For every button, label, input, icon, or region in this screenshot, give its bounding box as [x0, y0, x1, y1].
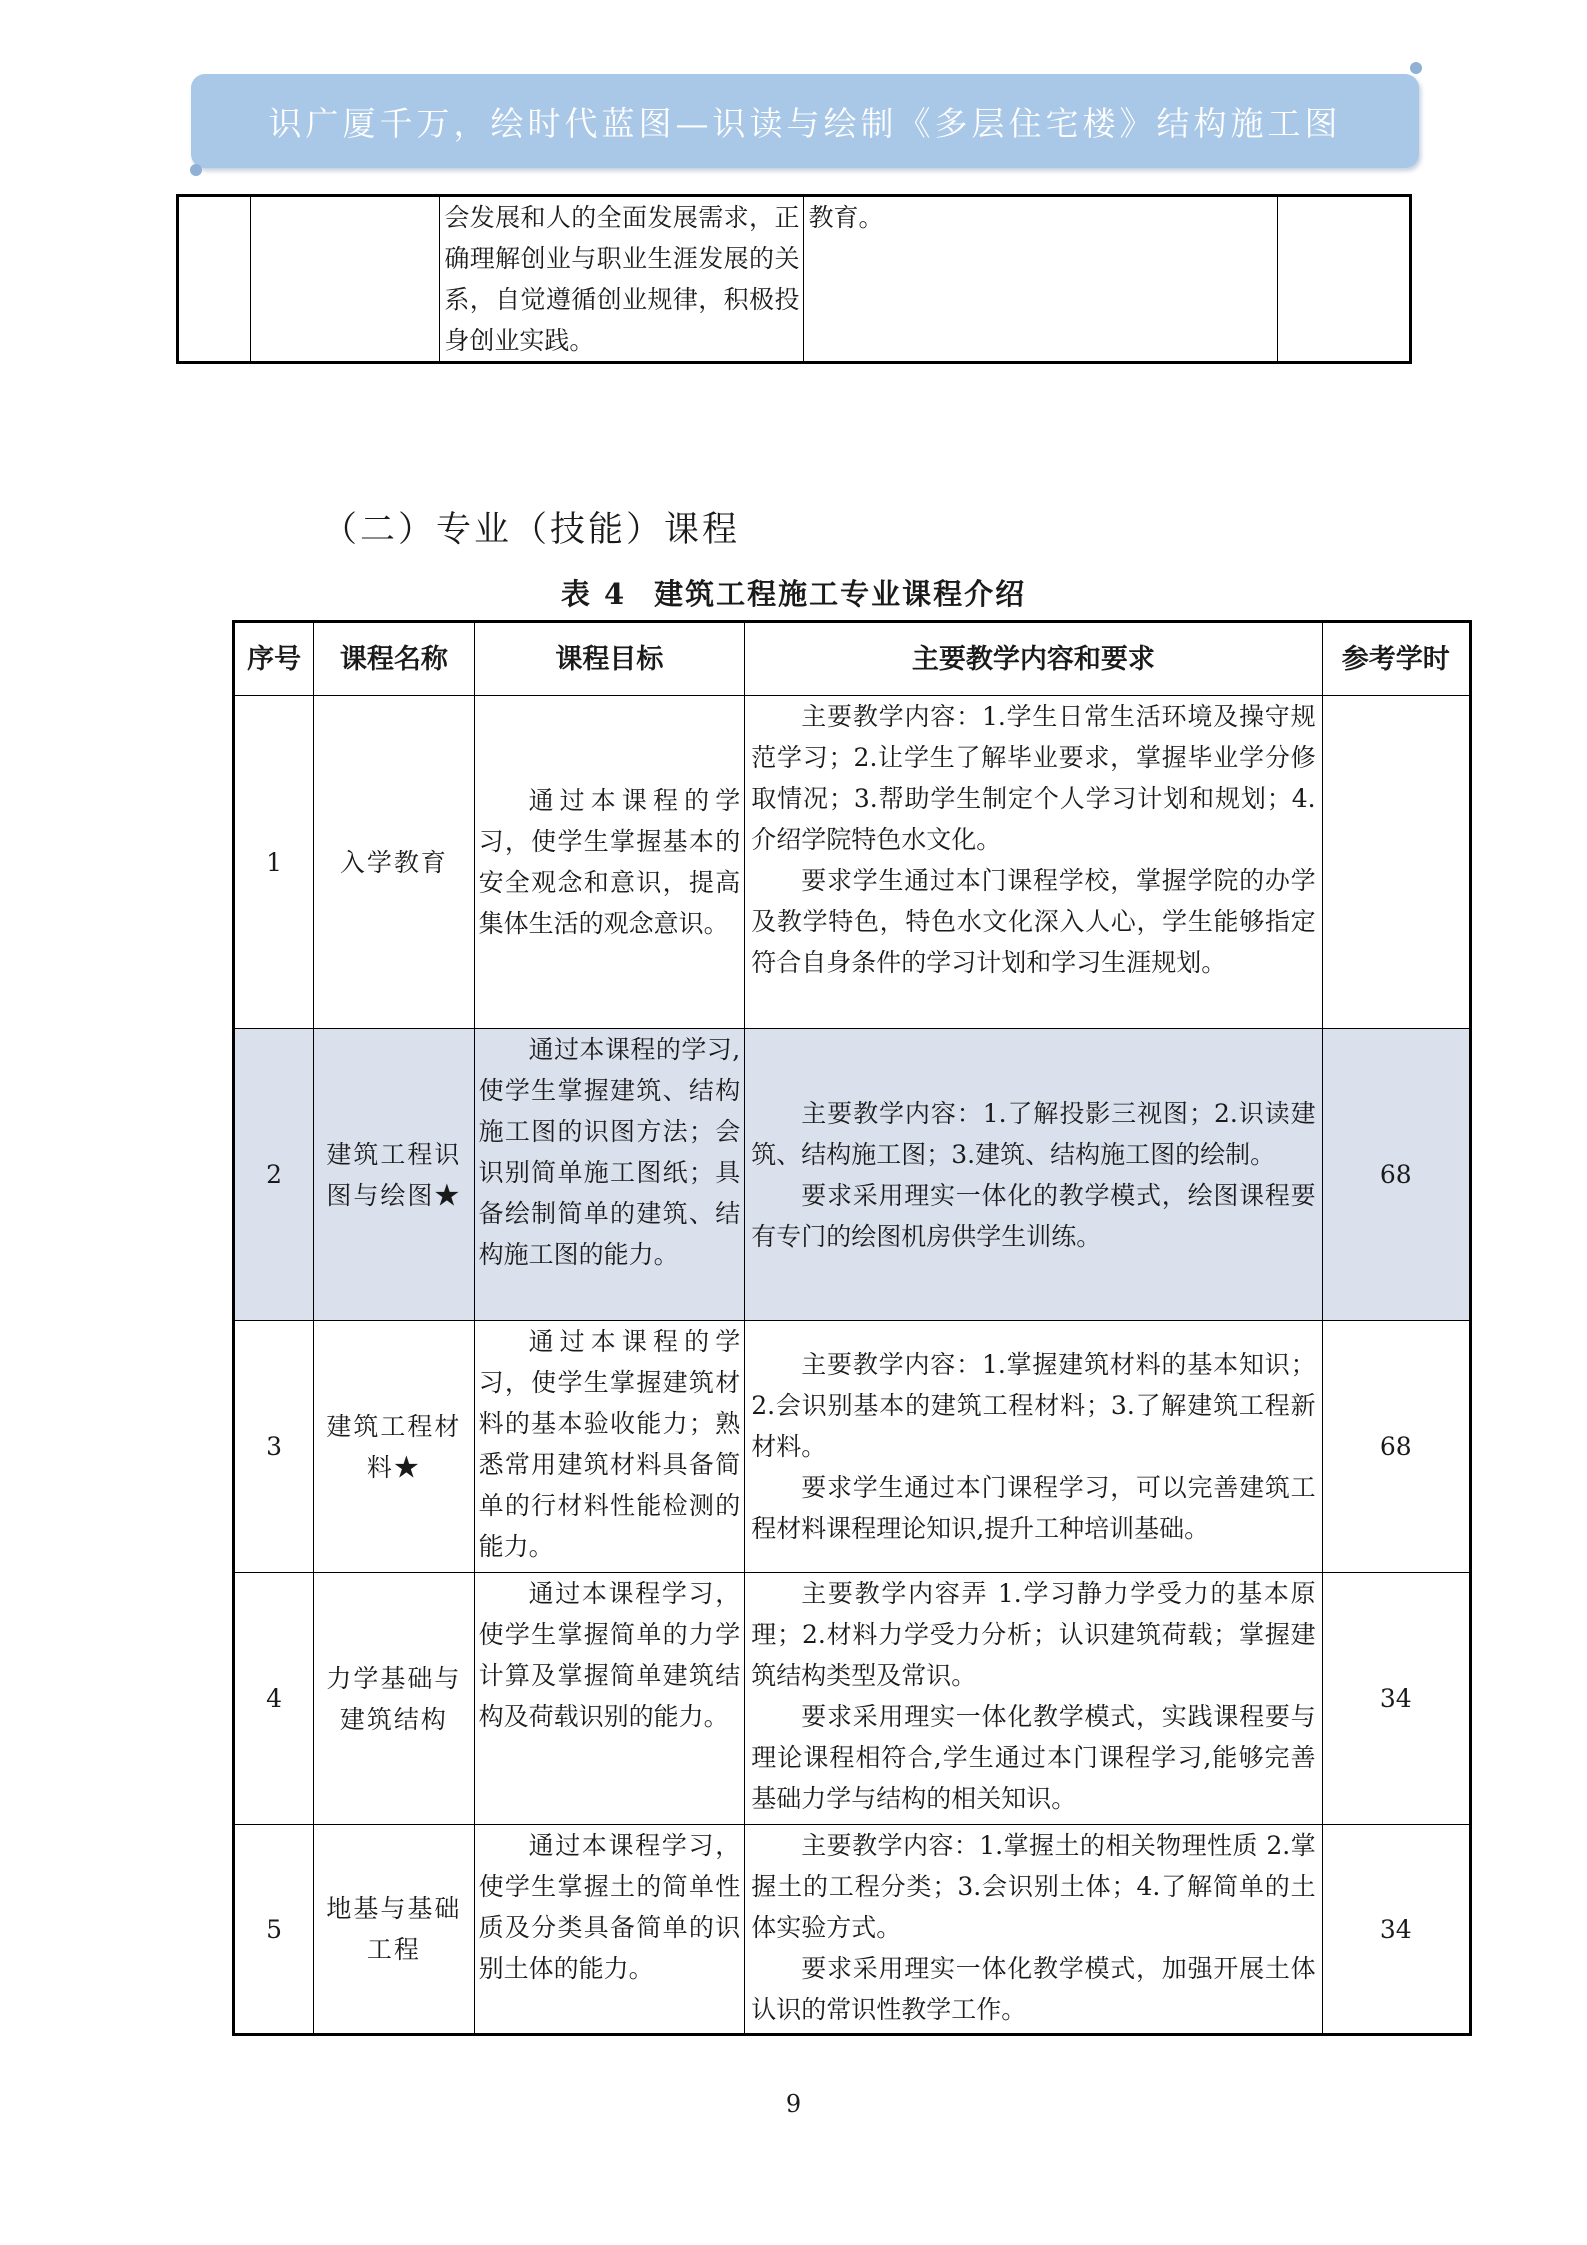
cell-hours: 68: [1322, 1029, 1470, 1321]
header-name: 课程名称: [314, 622, 474, 696]
table-row: [234, 696, 1471, 1029]
table-row: [234, 1029, 1471, 1321]
content-paragraph: 主要教学内容：1.掌握土的相关物理性质 2.掌握土的工程分类；3.会识别土体；4.了解简单的土体实验方式。: [751, 1831, 1316, 1942]
cell-content: [745, 1029, 1322, 1321]
header-hours: 参考学时: [1322, 622, 1470, 696]
content-paragraph: 主要教学内容弄 1.学习静力学受力的基本原理；2.材料力学受力分析；认识建筑荷载；掌握建筑结构类型及常识。: [751, 1579, 1316, 1690]
goal-text: 通过本课程学习，使学生掌握土的简单性质及分类具备简单的识别土体的能力。: [478, 1831, 741, 1983]
page-number: 9: [785, 2090, 802, 2118]
table-row: [178, 196, 1411, 363]
course-table: [232, 620, 1472, 2036]
cell-hours: 34: [1322, 1573, 1470, 1825]
cell-no: 1: [234, 696, 314, 1029]
content-paragraph: 要求采用理实一体化教学模式，加强开展土体认识的常识性教学工作。: [751, 1954, 1316, 2024]
cell-goal: [474, 1029, 745, 1321]
cell-goal: [474, 1573, 745, 1825]
header-content: 主要教学内容和要求: [745, 622, 1322, 696]
table-row: [234, 1321, 1471, 1573]
cell-no: 4: [234, 1573, 314, 1825]
cell-no: 3: [234, 1321, 314, 1573]
cell-no: 2: [234, 1029, 314, 1321]
content-paragraph: 主要教学内容：1.学生日常生活环境及操守规范学习；2.让学生了解毕业要求，掌握毕业学分修取情况；3.帮助学生制定个人学习计划和规划；4.介绍学院特色水文化。: [751, 702, 1316, 854]
cell-content: [745, 1825, 1322, 2035]
continued-cell-goal: 会发展和人的全面发展需求，正确理解创业与职业生涯发展的关系，自觉遵循创业规律，积极投身创业实践。: [440, 196, 804, 363]
table-caption-number: 表 4: [560, 577, 627, 611]
banner-pin-top-right: [1410, 62, 1422, 74]
continued-cell-content: 教育。: [804, 196, 1278, 363]
cell-no: 5: [234, 1825, 314, 2035]
header-title: 识广厦千万，绘时代蓝图—识读与绘制《多层住宅楼》结构施工图: [268, 103, 1342, 143]
cell-goal: [474, 696, 745, 1029]
content-paragraph: 要求学生通过本门课程学习，可以完善建筑工程材料课程理论知识,提升工种培训基础。: [751, 1473, 1316, 1543]
content-paragraph: 要求采用理实一体化教学模式，实践课程要与理论课程相符合,学生通过本门课程学习,能够完善基础力学与结构的相关知识。: [751, 1702, 1316, 1813]
content-paragraph: 要求学生通过本门课程学校，掌握学院的办学及教学特色，特色水文化深入人心，学生能够指定符合自身条件的学习计划和学习生涯规划。: [751, 866, 1316, 977]
continued-cell-hours: [1278, 196, 1411, 363]
cell-name: 入学教育: [314, 696, 474, 1029]
header-no: 序号: [234, 622, 314, 696]
cell-name: 建筑工程识图与绘图★: [314, 1029, 474, 1321]
cell-name: 力学基础与建筑结构: [314, 1573, 474, 1825]
goal-text: 通过本课程的学习，使学生掌握建筑材料的基本验收能力；熟悉常用建筑材料具备简单的行材料性能检测的能力。: [478, 1327, 741, 1561]
table-header-row: [234, 622, 1471, 696]
table-caption-title: 建筑工程施工专业课程介绍: [654, 577, 1027, 611]
content-paragraph: 主要教学内容：1.了解投影三视图；2.识读建筑、结构施工图；3.建筑、结构施工图的绘制。: [751, 1098, 1316, 1169]
table-caption: [0, 572, 1587, 613]
goal-text: 通过本课程的学习,使学生掌握建筑、结构施工图的识图方法；会识别简单施工图纸；具备绘制简单的建筑、结构施工图的能力。: [478, 1035, 741, 1269]
content-paragraph: 主要教学内容：1.掌握建筑材料的基本知识；2.会识别基本的建筑工程材料；3.了解建筑工程新材料。: [751, 1350, 1316, 1461]
cell-goal: [474, 1825, 745, 2035]
continued-table: [176, 194, 1412, 364]
cell-content: [745, 1573, 1322, 1825]
cell-hours: [1322, 696, 1470, 1029]
banner-pin-bottom-left: [190, 164, 202, 176]
page-header-banner: [191, 74, 1419, 168]
cell-hours: 34: [1322, 1825, 1470, 2035]
cell-name: 地基与基础工程: [314, 1825, 474, 2035]
section-title: （二）专业（技能）课程: [322, 510, 741, 550]
cell-content: [745, 696, 1322, 1029]
cell-name: 建筑工程材料★: [314, 1321, 474, 1573]
table-row: [234, 1825, 1471, 2035]
header-goal: 课程目标: [474, 622, 745, 696]
goal-text: 通过本课程的学习，使学生掌握基本的安全观念和意识，提高集体生活的观念意识。: [478, 786, 741, 938]
goal-text: 通过本课程学习，使学生掌握简单的力学计算及掌握简单建筑结构及荷载识别的能力。: [478, 1579, 741, 1731]
cell-hours: 68: [1322, 1321, 1470, 1573]
continued-cell-name: [250, 196, 440, 363]
table-row: [234, 1573, 1471, 1825]
content-paragraph: 要求采用理实一体化的教学模式，绘图课程要有专门的绘图机房供学生训练。: [751, 1180, 1316, 1251]
cell-content: [745, 1321, 1322, 1573]
continued-cell-no: [178, 196, 251, 363]
cell-goal: [474, 1321, 745, 1573]
